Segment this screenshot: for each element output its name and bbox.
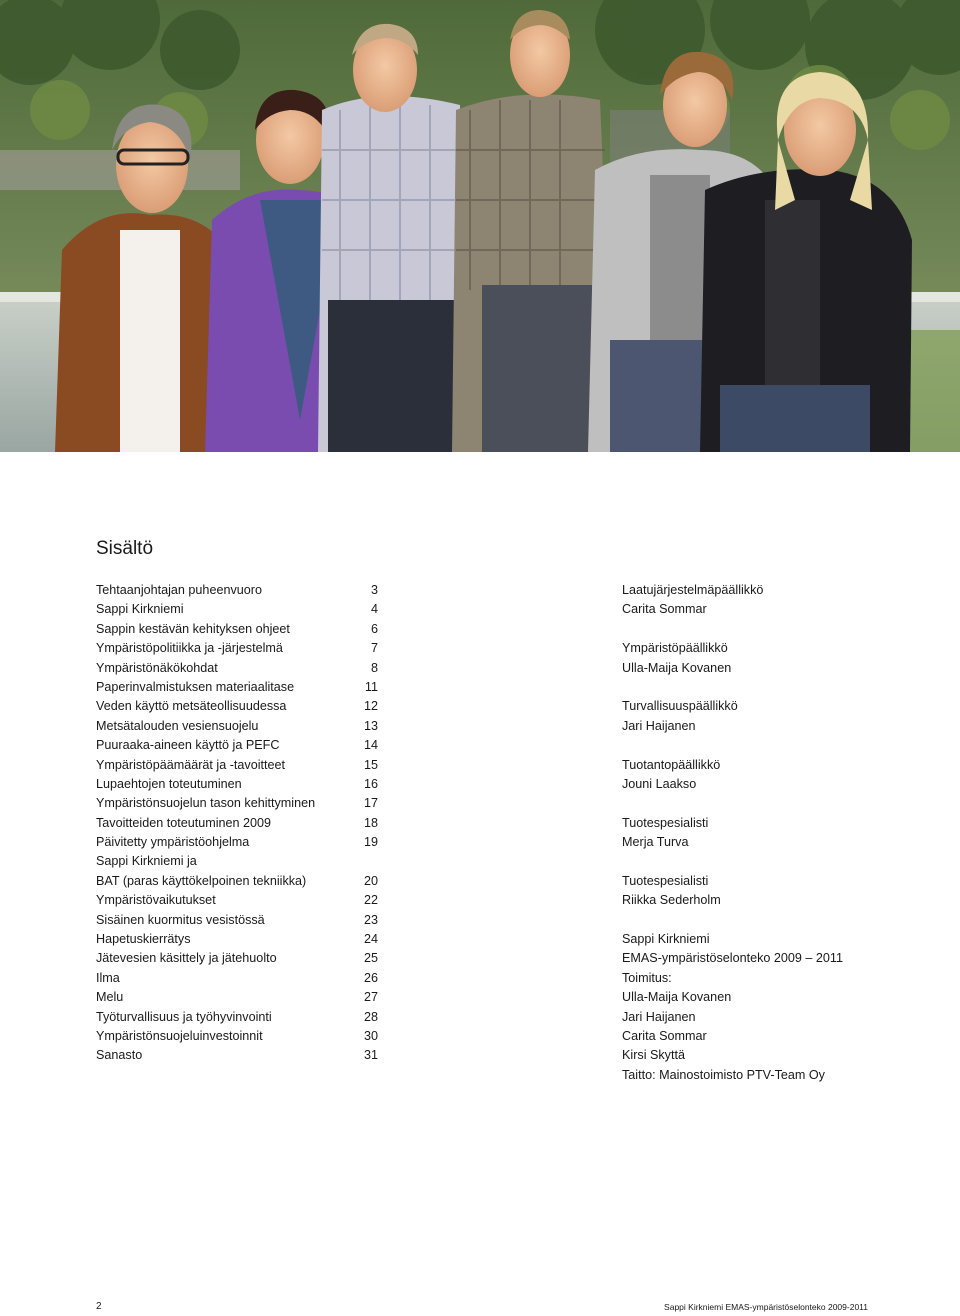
toc-item[interactable] — [96, 872, 378, 891]
toc-item[interactable] — [96, 678, 378, 697]
toc-item-label: Veden käyttö metsäteollisuudessa — [96, 699, 287, 714]
toc-item[interactable] — [96, 988, 378, 1007]
toc-item-label: BAT (paras käyttökelpoinen tekniikka) — [96, 873, 307, 888]
toc-item-label: Ilma — [96, 970, 120, 985]
credit-name: Ulla-Maija Kovanen — [622, 660, 732, 675]
toc-item-label: Metsätalouden vesiensuojelu — [96, 718, 259, 733]
toc-item-page: 28 — [363, 1009, 378, 1024]
credit-entry — [622, 872, 922, 911]
contents-heading: Sisältö — [96, 538, 154, 559]
toc-item-label: Ympäristövaikutukset — [96, 893, 216, 908]
editor-name: Ulla-Maija Kovanen — [622, 990, 732, 1005]
toc-item-label: Tavoitteiden toteutuminen 2009 — [96, 815, 272, 830]
editor-name: Carita Sommar — [622, 1028, 707, 1043]
toc-item-page: 14 — [363, 738, 378, 753]
toc-item[interactable] — [96, 949, 378, 968]
credit-entry — [622, 639, 922, 678]
credit-entry — [622, 756, 922, 795]
toc-item[interactable] — [96, 969, 378, 988]
toc-item-page: 17 — [363, 796, 378, 811]
toc-item-page: 27 — [363, 990, 378, 1005]
toc-item-label: Sappi Kirkniemi ja — [96, 854, 197, 869]
credit-entry — [622, 581, 922, 620]
toc-item[interactable] — [96, 756, 378, 775]
toc-item-page: 4 — [370, 602, 378, 617]
credit-title: Tuotantopäällikkö — [622, 757, 721, 772]
toc-item-label: Melu — [96, 990, 124, 1005]
editor-name: Jari Haijanen — [622, 1009, 696, 1024]
credits — [622, 581, 922, 1085]
credit-title: Ympäristöpäällikkö — [622, 641, 728, 656]
toc-item-label: Ympäristönäkökohdat — [96, 660, 218, 675]
publication-info — [622, 930, 922, 1085]
credit-title: Turvallisuuspäällikkö — [622, 699, 738, 714]
toc-item-page: 12 — [363, 699, 378, 714]
toc-item-page: 7 — [370, 641, 378, 656]
credit-title: Tuotespesialisti — [622, 815, 709, 830]
toc-item[interactable] — [96, 794, 378, 813]
toc-item[interactable] — [96, 930, 378, 949]
publication-report: EMAS-ympäristöselonteko 2009 – 2011 — [622, 951, 843, 966]
toc-item-label: Ympäristönsuojeluinvestoinnit — [96, 1028, 263, 1043]
toc-item-label: Työturvallisuus ja työhyvinvointi — [96, 1009, 272, 1024]
toc-item-label: Ympäristöpäämäärät ja -tavoitteet — [96, 757, 285, 772]
toc-item[interactable] — [96, 911, 378, 930]
credit-title: Laatujärjestelmäpäällikkö — [622, 583, 764, 597]
toc-item[interactable] — [96, 659, 378, 678]
toc-item[interactable] — [96, 775, 378, 794]
toc-item-page: 31 — [363, 1048, 378, 1063]
toc-item-page: 18 — [363, 815, 378, 830]
toc-item-page: 16 — [363, 776, 378, 791]
credit-name: Riikka Sederholm — [622, 893, 721, 908]
table-of-contents — [96, 581, 378, 1066]
toc-item-page: 6 — [370, 621, 378, 636]
toc-item[interactable] — [96, 620, 378, 639]
toc-item[interactable] — [96, 814, 378, 833]
toc-item-label: Ympäristöpolitiikka ja -järjestelmä — [96, 641, 283, 656]
credit-entry — [622, 697, 922, 736]
toc-item[interactable] — [96, 1008, 378, 1027]
toc-item[interactable] — [96, 891, 378, 910]
toc-item[interactable] — [96, 697, 378, 716]
layout-credit: Taitto: Mainostoimisto PTV-Team Oy — [622, 1067, 825, 1082]
credit-title: Tuotespesialisti — [622, 873, 709, 888]
toc-item[interactable] — [96, 736, 378, 755]
toc-item-page: 25 — [363, 951, 378, 966]
toc-item-page: 15 — [363, 757, 378, 772]
toc-item[interactable] — [96, 1046, 378, 1065]
toc-item-page: 8 — [370, 660, 378, 675]
credit-name: Jouni Laakso — [622, 776, 697, 791]
toc-item-page: 19 — [363, 835, 378, 850]
toc-item[interactable] — [96, 1027, 378, 1046]
toc-item-page: 23 — [363, 912, 378, 927]
toc-item-page: 20 — [363, 873, 378, 888]
toc-item[interactable] — [96, 852, 378, 871]
toc-item-page: 3 — [370, 583, 378, 597]
toc-item[interactable] — [96, 600, 378, 619]
page-number: 2 — [96, 1301, 102, 1312]
toc-item[interactable] — [96, 833, 378, 852]
group-photo-illustration — [0, 0, 960, 452]
toc-item-label: Ympäristönsuojelun tason kehittyminen — [96, 796, 316, 811]
credit-name: Merja Turva — [622, 835, 689, 850]
toc-item-label: Tehtaanjohtajan puheenvuoro — [96, 583, 262, 597]
credit-name: Jari Haijanen — [622, 718, 696, 733]
toc-item[interactable] — [96, 717, 378, 736]
toc-item-page: 30 — [363, 1028, 378, 1043]
editors-label: Toimitus: — [622, 970, 672, 985]
toc-item-label: Päivitetty ympäristöohjelma — [96, 835, 250, 850]
publication-company: Sappi Kirkniemi — [622, 932, 710, 947]
toc-item-label: Sanasto — [96, 1048, 143, 1063]
toc-item-page: 11 — [364, 679, 378, 694]
group-photo — [0, 0, 960, 452]
toc-item[interactable] — [96, 581, 378, 600]
toc-item-label: Jätevesien käsittely ja jätehuolto — [96, 951, 277, 966]
editor-name: Kirsi Skyttä — [622, 1048, 685, 1063]
toc-item-label: Hapetuskierrätys — [96, 932, 191, 947]
credit-entry — [622, 814, 922, 853]
credit-name: Carita Sommar — [622, 602, 707, 617]
toc-item-label: Paperinvalmistuksen materiaalitase — [96, 679, 295, 694]
toc-item-page: 13 — [363, 718, 378, 733]
toc-item-label: Sisäinen kuormitus vesistössä — [96, 912, 265, 927]
toc-item-page: 24 — [363, 932, 378, 947]
toc-item-label: Sappin kestävän kehityksen ohjeet — [96, 621, 290, 636]
toc-item[interactable] — [96, 639, 378, 658]
toc-item-label: Sappi Kirkniemi — [96, 602, 184, 617]
toc-item-label: Lupaehtojen toteutuminen — [96, 776, 242, 791]
toc-item-label: Puuraaka-aineen käyttö ja PEFC — [96, 738, 280, 753]
toc-item-page: 22 — [363, 893, 378, 908]
footer-text: Sappi Kirkniemi EMAS-ympäristöselonteko 2009-2011 — [664, 1302, 868, 1312]
toc-item-page: 26 — [363, 970, 378, 985]
